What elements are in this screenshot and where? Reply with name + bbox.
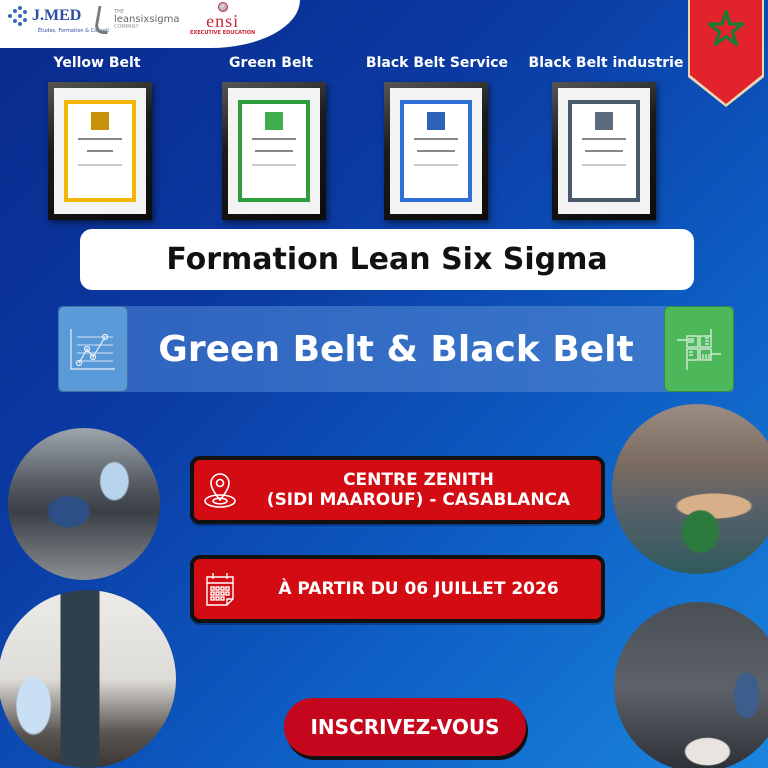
jmed-logo: J.MED Études, Formation & Conseil [8, 6, 81, 26]
training-photo-presentation [0, 590, 176, 768]
blue-badge-icon [427, 112, 445, 130]
training-photo-speaker [614, 602, 768, 768]
start-date-text: À PARTIR DU 06 JUILLET 2026 [278, 579, 559, 599]
teamwork-hands-icon [675, 324, 723, 374]
ensi-logo: ensi EXECUTIVE EDUCATION [190, 2, 255, 36]
lss-mark-icon [94, 6, 113, 34]
certificate-black-belt-industrie [552, 82, 656, 220]
cert-title-black-belt-industrie: Black Belt industrie [528, 55, 684, 71]
morocco-flag-banner [690, 0, 762, 104]
chart-tile [58, 306, 128, 392]
certificate-yellow-belt [48, 82, 152, 220]
subheadline-title: Green Belt & Black Belt [158, 328, 634, 370]
location-line-2: (SIDI MAAROUF) - CASABLANCA [266, 490, 571, 510]
certificate-black-belt-service [384, 82, 488, 220]
training-photo-roundtable [612, 404, 768, 574]
teamwork-tile [664, 306, 734, 392]
location-pin-icon [203, 470, 237, 510]
yellow-badge-icon [91, 112, 109, 130]
register-button[interactable] [284, 698, 526, 756]
green-star-icon [708, 10, 744, 46]
line-chart-icon [69, 327, 117, 371]
location-box [190, 456, 605, 524]
calendar-icon [204, 571, 236, 607]
slate-badge-icon [595, 112, 613, 130]
certificate-green-belt [222, 82, 326, 220]
cert-title-green-belt: Green Belt [229, 55, 313, 71]
date-box [190, 555, 605, 623]
headline-box [80, 229, 694, 290]
location-line-1: CENTRE ZENITH [343, 470, 494, 490]
jmed-dots-icon [8, 6, 30, 26]
cert-title-yellow-belt: Yellow Belt [53, 55, 141, 71]
register-button-label: INSCRIVEZ-VOUS [310, 715, 500, 739]
subheadline-band [58, 306, 734, 392]
cert-title-black-belt-service: Black Belt Service [365, 55, 509, 71]
lean-six-sigma-logo: THE leansixsigma COMPANY [96, 6, 180, 34]
training-photo-classroom [8, 428, 160, 580]
green-badge-icon [265, 112, 283, 130]
headline-title: Formation Lean Six Sigma [166, 242, 608, 277]
